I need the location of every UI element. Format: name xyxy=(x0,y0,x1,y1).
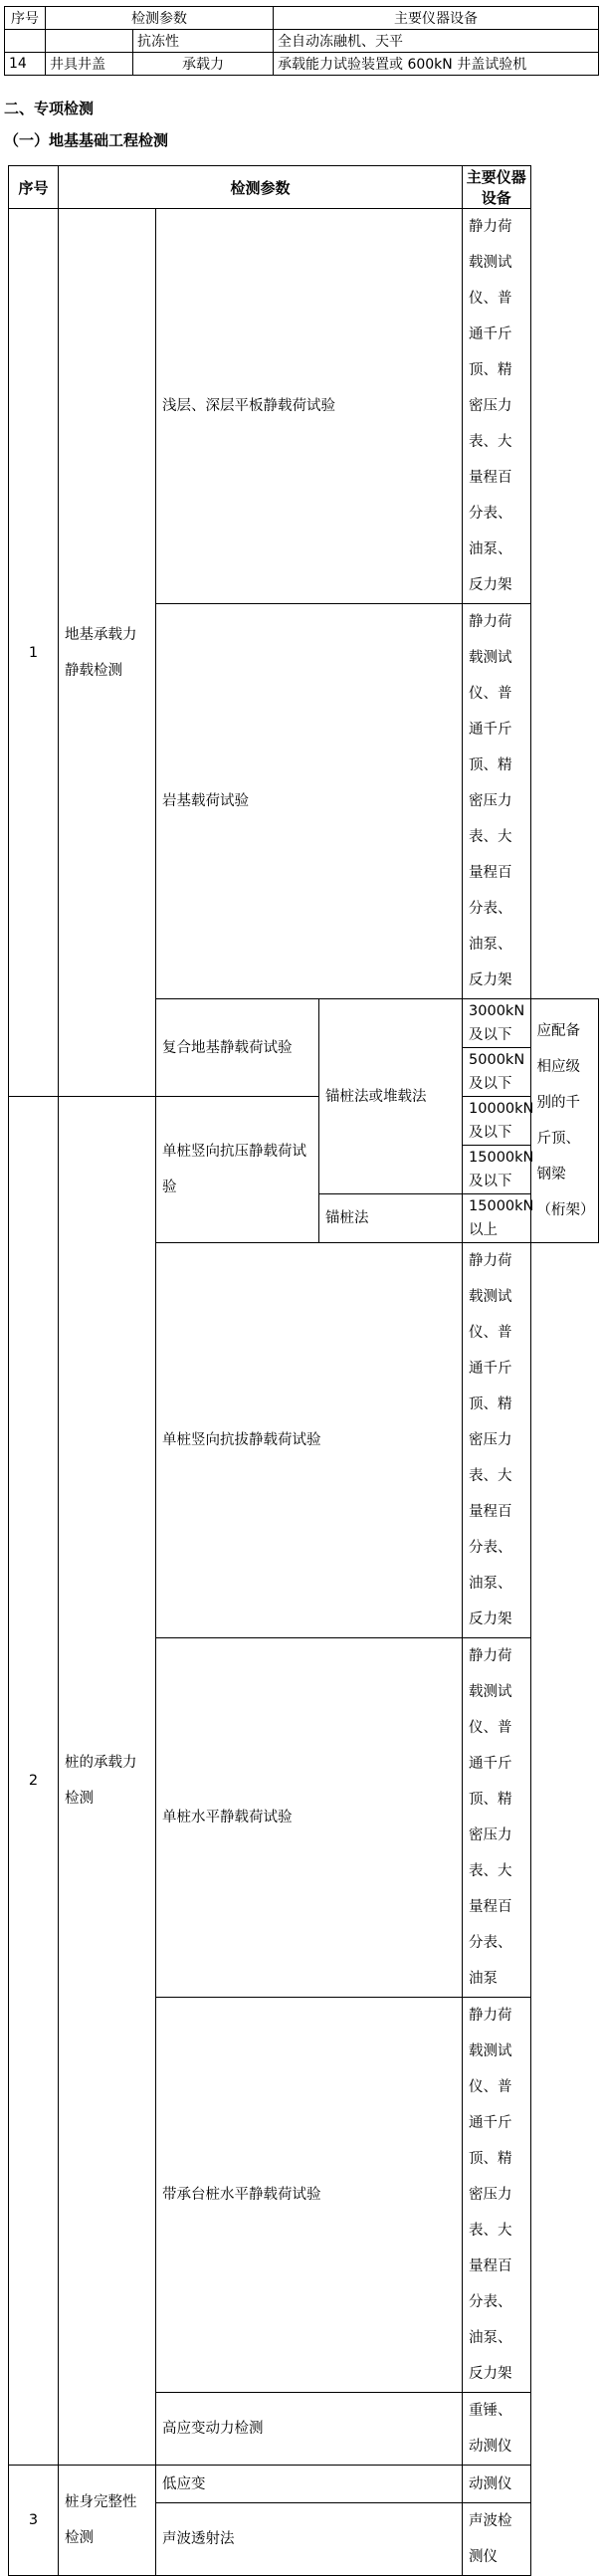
load-cell: 5000kN 及以下 xyxy=(463,1048,530,1097)
param-cell: 单桩竖向抗拔静载荷试验 xyxy=(156,1243,463,1638)
group-name: 桩身完整性检测 xyxy=(59,2466,156,2576)
load-cell: 15000kN 以上 xyxy=(463,1194,530,1243)
equip-cell: 声波检测仪 xyxy=(463,2503,530,2576)
param-cell: 声波透射法 xyxy=(156,2503,463,2576)
param-cell: 带承台桩水平静载荷试验 xyxy=(156,1998,463,2393)
cell-param-main: 井具井盖 xyxy=(46,53,133,76)
header-no: 序号 xyxy=(5,7,46,30)
table-row xyxy=(5,7,599,30)
group-no: 3 xyxy=(9,2466,59,2576)
equip-cell: 静力荷载测试仪、普通千斤顶、精密压力表、大量程百分表、油泵、反力架 xyxy=(463,209,530,604)
section-heading: 二、专项检测 xyxy=(4,100,95,117)
equip-cell: 静力荷载测试仪、普通千斤顶、精密压力表、大量程百分表、油泵 xyxy=(463,1638,530,1998)
param-cell: 低应变 xyxy=(156,2466,463,2503)
param-cell: 高应变动力检测 xyxy=(156,2393,463,2466)
equip-cell: 动测仪 xyxy=(463,2466,530,2503)
group-no: 2 xyxy=(9,1097,59,2466)
cell-param: 抗冻性 xyxy=(133,30,274,53)
main-table xyxy=(8,165,599,2576)
table-row xyxy=(9,209,599,604)
cell-no: 14 xyxy=(5,53,46,76)
equip-cell: 静力荷载测试仪、普通千斤顶、精密压力表、大量程百分表、油泵、反力架 xyxy=(463,604,530,999)
table-row xyxy=(5,30,599,53)
table-header-row xyxy=(9,166,599,209)
cell-param: 承载力 xyxy=(133,53,274,76)
method-cell: 锚桩法 xyxy=(319,1194,463,1243)
method-cell: 锚桩法或堆载法 xyxy=(319,999,463,1194)
equip-cell: 重锤、动测仪 xyxy=(463,2393,530,2466)
group-name: 地基承载力静载检测 xyxy=(59,209,156,1097)
top-table xyxy=(4,6,599,76)
param-cell: 单桩水平静载荷试验 xyxy=(156,1638,463,1998)
header-equip: 主要仪器设备 xyxy=(274,7,599,30)
equip-cell: 静力荷载测试仪、普通千斤顶、精密压力表、大量程百分表、油泵、反力架 xyxy=(463,1998,530,2393)
param-cell: 岩基载荷试验 xyxy=(156,604,463,999)
cell-equip: 全自动冻融机、天平 xyxy=(274,30,599,53)
equip-cell: 静力荷载测试仪、普通千斤顶、精密压力表、大量程百分表、油泵、反力架 xyxy=(463,1243,530,1638)
cell-empty xyxy=(5,30,46,53)
load-cell: 10000kN 及以下 xyxy=(463,1097,530,1146)
table-row xyxy=(5,53,599,76)
load-cell: 3000kN 及以下 xyxy=(463,999,530,1048)
header-equip: 主要仪器设备 xyxy=(463,166,530,209)
header-param: 检测参数 xyxy=(59,166,463,209)
table-row xyxy=(9,2466,599,2503)
merged-equip-cell: 应配备相应级别的千斤顶、钢梁（桁架） xyxy=(530,999,599,1243)
group-name: 桩的承载力检测 xyxy=(59,1097,156,2466)
table-row xyxy=(9,1097,599,1146)
header-param: 检测参数 xyxy=(46,7,274,30)
cell-equip: 承载能力试验装置或 600kN 井盖试验机 xyxy=(274,53,599,76)
param-cell: 浅层、深层平板静载荷试验 xyxy=(156,209,463,604)
load-cell: 15000kN 及以下 xyxy=(463,1146,530,1194)
param-cell: 单桩竖向抗压静载荷试验 xyxy=(156,1097,319,1243)
header-no: 序号 xyxy=(9,166,59,209)
cell-empty xyxy=(46,30,133,53)
sub-heading: （一）地基基础工程检测 xyxy=(4,131,169,149)
param-cell: 复合地基静载荷试验 xyxy=(156,999,319,1097)
group-no: 1 xyxy=(9,209,59,1097)
